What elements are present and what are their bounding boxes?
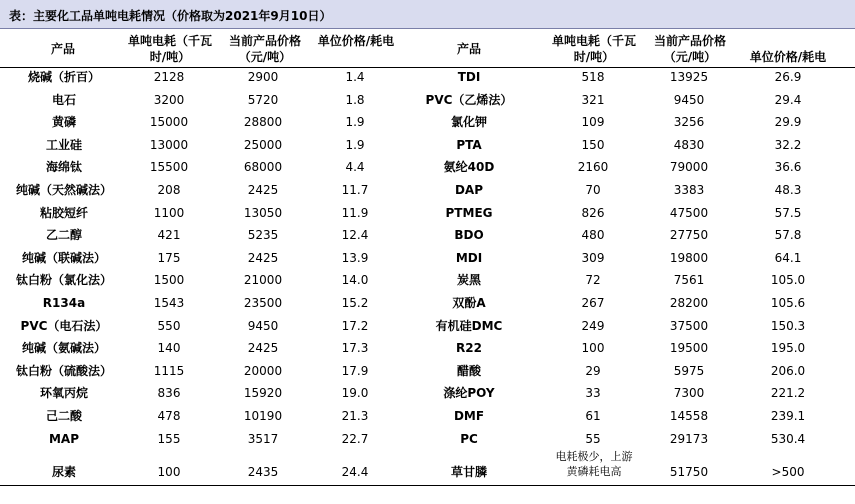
left-cell-price: 9450	[247, 318, 279, 333]
header-price-left: 当前产品价格（元/吨）	[228, 34, 301, 64]
left-cell-product: 粘胶短纤	[39, 205, 88, 220]
left-cell-price: 23500	[243, 296, 283, 310]
right-cell-price: 79000	[669, 160, 709, 175]
right-cell-ratio: 48.3	[774, 183, 802, 197]
left-cell-price: 2900	[247, 70, 279, 84]
right-cell-power: 518	[581, 70, 605, 84]
table-title: 表：主要化工品单吨电耗情况（价格取为2021年9月10日）	[9, 9, 332, 23]
left-cell-price: 2435	[247, 465, 279, 479]
left-cell-power: 13000	[149, 137, 189, 152]
left-cell-power: 421	[157, 228, 181, 243]
right-cell-ratio: 195.0	[770, 341, 806, 356]
left-cell-product: 黄磷	[51, 115, 76, 130]
right-cell-product: 醋酸	[456, 363, 481, 378]
right-cell-price: 27750	[669, 228, 709, 243]
left-cell-price: 2425	[247, 183, 279, 197]
right-cell-product: PTMEG	[445, 205, 493, 220]
right-cell-product: DAP	[454, 183, 484, 197]
left-cell-price: 5720	[247, 92, 279, 107]
right-cell-product: R22	[456, 341, 482, 356]
right-cell-product: TDI	[457, 70, 481, 84]
left-cell-price: 15920	[243, 386, 283, 401]
header-ratio-left: 单位价格/耗电	[317, 34, 395, 48]
right-cell-ratio: 150.3	[770, 318, 806, 333]
right-cell-ratio: 36.6	[774, 160, 802, 175]
right-cell-price: 29173	[669, 431, 709, 446]
right-cell-power: 70	[585, 183, 601, 197]
right-cell-power: 150	[581, 137, 605, 152]
left-cell-power: 550	[157, 318, 181, 333]
right-cell-ratio: 239.1	[770, 409, 806, 423]
right-cell-price: 13925	[669, 70, 709, 84]
left-cell-product: 环氧丙烷	[39, 386, 88, 401]
right-cell-ratio: 530.4	[770, 431, 806, 446]
right-cell-product: BDO	[454, 228, 484, 243]
right-cell-ratio: 57.5	[774, 205, 802, 220]
left-cell-power: 3200	[153, 92, 185, 107]
right-cell-product: DMF	[453, 409, 485, 423]
header-ratio-right: 单位价格/耗电	[749, 50, 827, 64]
right-cell-power: 309	[581, 250, 605, 265]
right-cell-price: 9450	[673, 92, 705, 107]
left-cell-ratio: 22.7	[341, 431, 369, 446]
right-cell-power: 55	[585, 431, 601, 446]
left-cell-power: 15500	[149, 160, 189, 175]
header-divider	[0, 67, 855, 68]
left-cell-ratio: 19.0	[341, 386, 369, 401]
left-cell-ratio: 1.9	[345, 115, 365, 130]
right-cell-ratio: 105.0	[770, 273, 806, 288]
right-cell-price: 7300	[673, 386, 705, 401]
left-cell-ratio: 12.4	[341, 228, 369, 243]
right-cell-ratio: >500	[771, 465, 805, 479]
right-cell-ratio: 32.2	[774, 137, 802, 152]
right-cell-price: 5975	[673, 363, 705, 378]
right-cell-power: 61	[585, 409, 601, 423]
right-cell-price: 7561	[673, 273, 705, 288]
left-cell-power: 175	[157, 250, 181, 265]
right-cell-ratio: 105.6	[770, 296, 806, 310]
header-price-right: 当前产品价格（元/吨）	[653, 34, 726, 64]
left-cell-product: 电石	[51, 92, 76, 107]
right-cell-product: PVC（乙烯法）	[425, 92, 513, 107]
right-cell-power: 267	[581, 296, 605, 310]
left-cell-power: 2128	[153, 70, 185, 84]
right-cell-power: 29	[585, 363, 601, 378]
header-power-left: 单吨电耗（千瓦时/吨）	[127, 34, 212, 64]
right-cell-power: 2160	[577, 160, 609, 175]
left-cell-power: 155	[157, 431, 181, 446]
left-cell-price: 28800	[243, 115, 283, 130]
right-cell-ratio: 57.8	[774, 228, 802, 243]
right-cell-power: 826	[581, 205, 605, 220]
right-cell-product: 氯化钾	[450, 115, 487, 130]
left-cell-ratio: 13.9	[341, 250, 369, 265]
right-cell-ratio: 26.9	[774, 70, 802, 84]
left-cell-product: 纯碱（氨碱法）	[21, 341, 106, 356]
left-cell-power: 1543	[153, 296, 185, 310]
left-cell-product: 乙二醇	[45, 228, 82, 243]
left-cell-ratio: 14.0	[341, 273, 369, 288]
left-cell-power: 478	[157, 409, 181, 423]
left-cell-power: 15000	[149, 115, 189, 130]
left-cell-ratio: 21.3	[341, 409, 369, 423]
left-cell-price: 2425	[247, 250, 279, 265]
left-cell-product: 烧碱（折百）	[27, 70, 100, 84]
left-cell-ratio: 11.7	[341, 183, 369, 197]
right-cell-product: 炭黑	[456, 273, 481, 288]
right-cell-ratio: 64.1	[774, 250, 802, 265]
right-cell-price: 47500	[669, 205, 709, 220]
left-cell-ratio: 1.8	[345, 92, 365, 107]
right-cell-power: 249	[581, 318, 605, 333]
left-cell-product: 己二酸	[45, 409, 82, 423]
right-cell-power: 321	[581, 92, 605, 107]
left-cell-ratio: 4.4	[345, 160, 365, 175]
right-cell-ratio: 206.0	[770, 363, 806, 378]
right-cell-price: 4830	[673, 137, 705, 152]
right-cell-power: 480	[581, 228, 605, 243]
left-cell-power: 1500	[153, 273, 185, 288]
left-cell-product: 海绵钛	[45, 160, 82, 175]
right-cell-price: 19800	[669, 250, 709, 265]
header-power-right: 单吨电耗（千瓦时/吨）	[551, 34, 636, 64]
left-cell-power: 208	[157, 183, 181, 197]
right-cell-product: PC	[460, 431, 478, 446]
left-cell-price: 10190	[243, 409, 283, 423]
left-cell-power: 1100	[153, 205, 185, 220]
right-cell-price: 37500	[669, 318, 709, 333]
left-cell-price: 13050	[243, 205, 283, 220]
right-cell-product: 有机硅DMC	[435, 318, 503, 333]
header-product-left: 产品	[50, 42, 75, 56]
left-cell-ratio: 1.4	[345, 70, 365, 84]
bottom-divider	[0, 485, 855, 486]
right-cell-power: 72	[585, 273, 601, 288]
right-cell-price: 3383	[673, 183, 705, 197]
right-cell-power: 109	[581, 115, 605, 130]
left-cell-ratio: 17.9	[341, 363, 369, 378]
left-cell-price: 20000	[243, 363, 283, 378]
left-cell-ratio: 17.3	[341, 341, 369, 356]
left-cell-price: 25000	[243, 137, 283, 152]
left-cell-price: 21000	[243, 273, 283, 288]
right-cell-ratio: 221.2	[770, 386, 806, 401]
right-cell-price: 19500	[669, 341, 709, 356]
right-cell-product: MDI	[455, 250, 483, 265]
right-cell-price: 3256	[673, 115, 705, 130]
left-cell-ratio: 17.2	[341, 318, 369, 333]
left-cell-ratio: 15.2	[341, 296, 369, 310]
right-cell-power: 电耗极少，上游黄磷耗电高	[555, 450, 633, 478]
right-cell-product: PTA	[456, 137, 482, 152]
left-cell-power: 140	[157, 341, 181, 356]
left-cell-product: 钛白粉（氯化法）	[15, 273, 112, 288]
left-cell-ratio: 1.9	[345, 137, 365, 152]
right-cell-product: 涤纶POY	[443, 386, 495, 401]
left-cell-ratio: 11.9	[341, 205, 369, 220]
table-title-bar	[0, 0, 855, 29]
right-cell-price: 51750	[669, 465, 709, 479]
left-cell-product: R134a	[42, 296, 86, 310]
right-cell-power: 33	[585, 386, 601, 401]
right-cell-product: 氨纶40D	[443, 160, 495, 175]
left-cell-product: PVC（电石法）	[20, 318, 108, 333]
right-cell-price: 14558	[669, 409, 709, 423]
right-cell-power: 100	[581, 341, 605, 356]
right-cell-ratio: 29.9	[774, 115, 802, 130]
left-cell-price: 3517	[247, 431, 279, 446]
right-cell-product: 草甘膦	[450, 465, 487, 479]
right-cell-product: 双酚A	[452, 296, 486, 310]
left-cell-power: 1115	[153, 363, 185, 378]
right-cell-ratio: 29.4	[774, 92, 802, 107]
left-cell-price: 68000	[243, 160, 283, 175]
right-cell-price: 28200	[669, 296, 709, 310]
left-cell-power: 100	[157, 465, 181, 479]
left-cell-product: 工业硅	[45, 137, 82, 152]
left-cell-product: 尿素	[51, 465, 76, 479]
left-cell-price: 2425	[247, 341, 279, 356]
left-cell-product: 纯碱（天然碱法）	[15, 183, 112, 197]
left-cell-price: 5235	[247, 228, 279, 243]
left-cell-product: 纯碱（联碱法）	[21, 250, 106, 265]
left-cell-product: MAP	[48, 431, 80, 446]
left-cell-ratio: 24.4	[341, 465, 369, 479]
left-cell-product: 钛白粉（硫酸法）	[15, 363, 112, 378]
header-product-right: 产品	[456, 42, 481, 56]
left-cell-power: 836	[157, 386, 181, 401]
